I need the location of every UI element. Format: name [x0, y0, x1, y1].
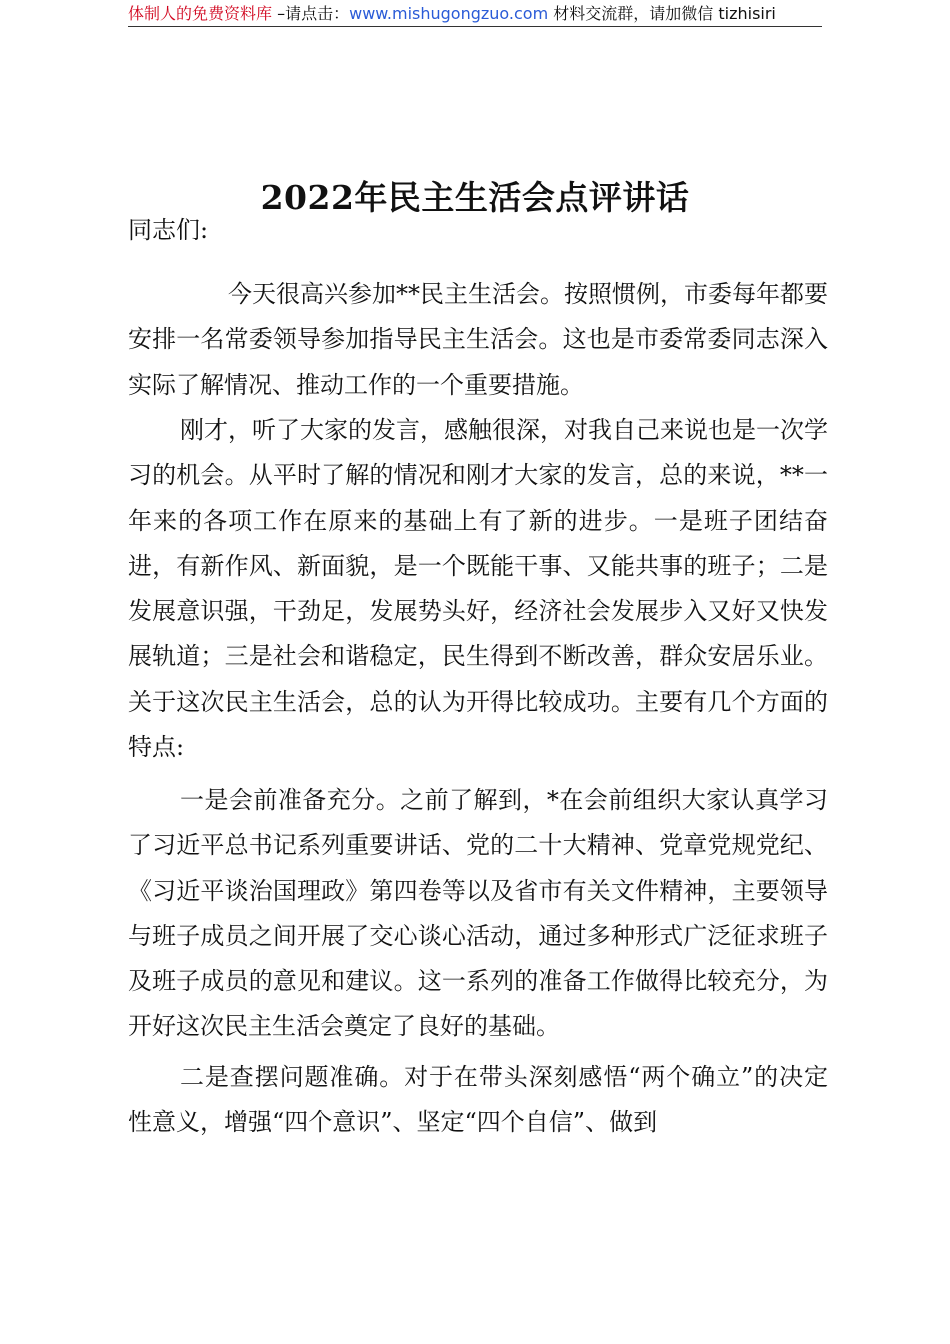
greeting: 同志们:: [128, 216, 209, 244]
paragraph: 一是会前准备充分。之前了解到，*在会前组织大家认真学习了习近平总书记系列重要讲话、党的二十大精神、党章党规党纪、《习近平谈治国理政》第四卷等以及省市有关文件精神，主要领导与班子成员之间开展了交心谈心活动，通过多种形式广泛征求班子及班子成员的意见和建议。这一系列的准备工作做得比较充分，为开好这次民主生活会奠定了良好的基础。: [128, 786, 828, 1041]
header-link[interactable]: www.mishugongzuo.com: [349, 4, 549, 23]
header-brand: 体制人的免费资料库: [128, 4, 273, 23]
site-header: [128, 4, 808, 26]
paragraph: 刚才，听了大家的发言，感触很深，对我自己来说也是一次学习的机会。从平时了解的情况和刚才大家的发言，总的来说，**一年来的各项工作在原来的基础上有了新的进步。一是班子团结奋进，有新作风、新面貌，是一个既能干事、又能共事的班子；二是发展意识强，干劲足，发展势头好，经济社会发展步入又好又快发展轨道；三是社会和谐稳定，民生得到不断改善，群众安居乐业。关于这次民主生活会，总的认为开得比较成功。主要有几个方面的特点:: [128, 416, 828, 762]
header-divider: [128, 26, 822, 27]
paragraph: 今天很高兴参加**民主生活会。按照惯例，市委每年都要安排一名常委领导参加指导民主生活会。这也是市委常委同志深入实际了解情况、推动工作的一个重要措施。: [128, 280, 828, 399]
page-title: 2022年民主生活会点评讲话: [260, 178, 690, 217]
paragraph: 二是查摆问题准确。对于在带头深刻感悟“两个确立”的决定性意义，增强“四个意识”、坚定“四个自信”、做到: [128, 1063, 828, 1137]
header-contact: 材料交流群，请加微信 tizhisiri: [548, 4, 776, 23]
header-prompt: –请点击：: [272, 4, 350, 23]
